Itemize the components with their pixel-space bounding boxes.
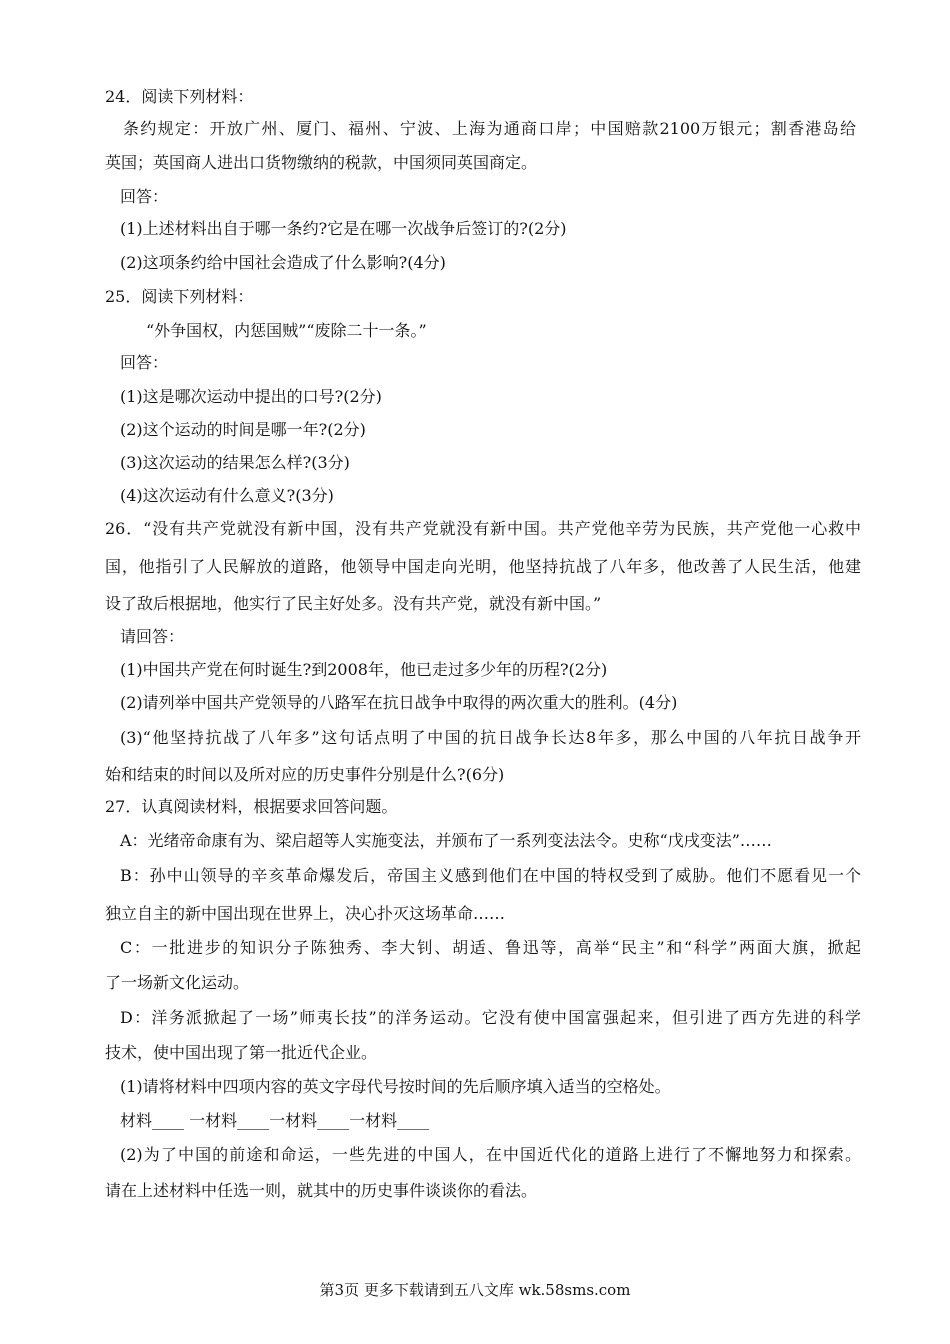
q27-material-c-line2: 了一场新文化运动。	[105, 973, 250, 992]
q26-subquestion-3-line2: 始和结束的时间以及所对应的历史事件分别是什么?(6分)	[105, 765, 505, 784]
q25-answer-label: 回答：	[120, 353, 169, 372]
q27-fill-blanks: 材料____ 一材料____一材料____一材料____	[120, 1111, 430, 1130]
q27-subquestion-1: (1)请将材料中四项内容的英文字母代号按时间的先后顺序填入适当的空格处。	[120, 1077, 671, 1096]
q26-answer-label: 请回答：	[120, 627, 185, 646]
q24-title: 24．阅读下列材料：	[105, 87, 254, 106]
q26-quote-line2: 国，他指引了人民解放的道路，他领导中国走向光明，他坚持抗战了八年多，他改善了人民生活，他建	[105, 557, 861, 576]
q26-quote-line1: 26．“没有共产党就没有新中国，没有共产党就没有新中国。共产党他辛劳为民族，共产党他一心救中	[105, 519, 861, 538]
q27-title: 27．认真阅读材料，根据要求回答问题。	[105, 797, 398, 816]
q24-subquestion-1: (1)上述材料出自于哪一条约?它是在哪一次战争后签订的?(2分)	[120, 219, 567, 238]
q27-subquestion-2-line1: (2)为了中国的前途和命运，一些先进的中国人，在中国近代化的道路上进行了不懈地努力和探索。	[120, 1145, 861, 1164]
q26-subquestion-3-line1: (3)“他坚持抗战了八年多”这句话点明了中国的抗日战争长达8年多，那么中国的八年抗日战争开	[120, 728, 861, 747]
q27-material-c-line1: C：一批进步的知识分子陈独秀、李大钊、胡适、鲁迅等，高举“民主”和“科学”两面大旗，掀起	[120, 938, 861, 957]
q25-subquestion-4: (4)这次运动有什么意义?(3分)	[120, 486, 334, 505]
q24-material-line1: 条约规定：开放广州、厦门、福州、宁波、上海为通商口岸；中国赔款2100万银元；割香港岛给	[123, 119, 856, 138]
q27-material-b-line2: 独立自主的新中国出现在世界上，决心扑灭这场革命……	[105, 904, 506, 923]
q26-subquestion-2: (2)请列举中国共产党领导的八路军在抗日战争中取得的两次重大的胜利。(4分)	[120, 693, 678, 712]
q25-subquestion-3: (3)这次运动的结果怎么样?(3分)	[120, 453, 350, 472]
q27-material-d-line1: D：洋务派掀起了一场”师夷长技”的洋务运动。它没有使中国富强起来，但引进了西方先进的科学	[120, 1008, 861, 1027]
q27-subquestion-2-line2: 请在上述材料中任选一则，就其中的历史事件谈谈你的看法。	[105, 1181, 538, 1200]
q25-quote: “外争国权，内惩国贼”“废除二十一条。”	[146, 321, 427, 340]
q27-material-d-line2: 技术，使中国出现了第一批近代企业。	[105, 1043, 378, 1062]
q26-quote-line3: 设了敌后根据地，他实行了民主好处多。没有共产党，就没有新中国。”	[105, 594, 602, 613]
q27-material-b-line1: B：孙中山领导的辛亥革命爆发后，帝国主义感到他们在中国的特权受到了威胁。他们不愿看见一个	[120, 866, 861, 885]
q26-subquestion-1: (1)中国共产党在何时诞生?到2008年，他已走过多少年的历程?(2分)	[120, 660, 608, 679]
q25-subquestion-2: (2)这个运动的时间是哪一年?(2分)	[120, 420, 366, 439]
q27-material-a: A：光绪帝命康有为、梁启超等人实施变法，并颁布了一系列变法法令。史称“戊戌变法”……	[120, 831, 772, 850]
q24-material-line2: 英国；英国商人进出口货物缴纳的税款，中国须同英国商定。	[105, 153, 538, 172]
q25-title: 25．阅读下列材料：	[105, 287, 254, 306]
page-footer: 第3页 更多下载请到五八文库 wk.58sms.com	[319, 1281, 631, 1299]
q25-subquestion-1: (1)这是哪次运动中提出的口号?(2分)	[120, 387, 382, 406]
q24-answer-label: 回答：	[120, 187, 169, 206]
q24-subquestion-2: (2)这项条约给中国社会造成了什么影响?(4分)	[120, 253, 446, 272]
